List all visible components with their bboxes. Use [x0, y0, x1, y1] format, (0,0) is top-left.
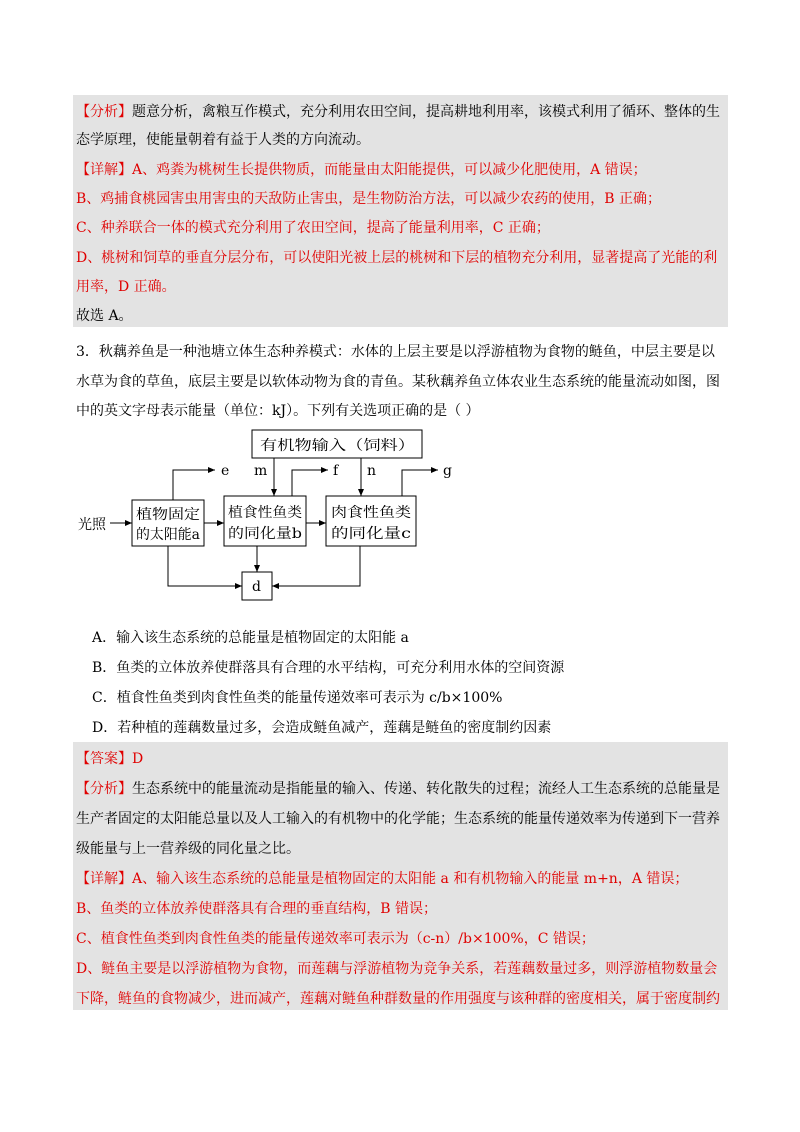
detail2-b: B、鱼类的立体放养使群落具有合理的垂直结构，B 错误；: [76, 901, 438, 917]
plant-to-d-arrow: [168, 546, 242, 586]
herb-label-2: 的同化量b: [228, 526, 303, 542]
answer-tag: 【答案】: [76, 751, 132, 767]
question-line-2: 水草为食的草鱼，底层主要是以软体动物为食的青鱼。某秋藕养鱼立体农业生态系统的能量流动如图，图: [76, 374, 720, 390]
analysis2-line-2: 生产者固定的太阳能总量以及人工输入的有机物中的化学能；生态系统的能量传递效率为传递到下一营养: [76, 811, 720, 827]
detail-tag: 【详解】: [76, 162, 132, 178]
option-a: A．输入该生态系统的总能量是植物固定的太阳能 a: [92, 630, 409, 646]
detail2-a: A、输入该生态系统的总能量是植物固定的太阳能 a 和有机物输入的能量 m+n，A 错误；: [132, 871, 689, 887]
conclusion: 故选 A。: [76, 308, 133, 324]
option-d: D．若种植的莲藕数量过多，会造成鲢鱼减产，莲藕是鲢鱼的密度制约因素: [92, 720, 552, 736]
detail2-line-1: [76, 869, 688, 889]
detail-c: C、种养联合一体的模式充分利用了农田空间，提高了能量利用率，C 正确；: [76, 220, 550, 236]
plant-to-e-arrow: [173, 470, 215, 500]
analysis-tag: 【分析】: [76, 104, 132, 120]
question-line-3: 中的英文字母表示能量（单位：kJ）。下列有关选项正确的是（ ）: [76, 403, 480, 419]
analysis2-text: 生态系统中的能量流动是指能量的输入、传递、转化散失的过程；流经人工生态系统的总能量是: [132, 781, 720, 797]
detail-a: A、鸡粪为桃树生长提供物质，而能量由太阳能提供，可以减少化肥使用，A 错误；: [132, 162, 647, 178]
question-line-1: 3．秋藕养鱼是一种池塘立体生态种养模式：水体的上层主要是以浮游植物为食物的鲢鱼，中层主要是以: [76, 344, 715, 360]
detail-b: B、鸡捕食桃园害虫用害虫的天敌防止害虫，是生物防治方法，可以减少农药的使用，B 正确；: [76, 191, 662, 207]
detail2-d-line-1: D、鲢鱼主要是以浮游植物为食物，而莲藕与浮游植物为竞争关系，若莲藕数量过多，则浮游植物数量会: [76, 961, 718, 977]
herb-label-1: 植食性鱼类: [228, 505, 298, 521]
carn-to-d-arrow: [272, 546, 360, 586]
detail-d-line-2: 用率，D 正确。: [76, 279, 176, 295]
energy-flow-diagram: [70, 428, 490, 608]
carn-label-2: 的同化量c: [331, 526, 412, 542]
d-label: d: [252, 579, 261, 595]
analysis-line-2: 态学原理，使能量朝着有益于人类的方向流动。: [76, 132, 370, 148]
detail-d-line-1: D、桃树和饲草的垂直分层分布，可以使阳光被上层的桃树和下层的植物充分利用，显著提高了光能的利: [76, 250, 718, 266]
detail2-d-line-2: 下降，鲢鱼的食物减少，进而减产，莲藕对鲢鱼种群数量的作用强度与该种群的密度相关，属于密度制约: [76, 991, 720, 1007]
option-c: C．植食性鱼类到肉食性鱼类的能量传递效率可表示为 c/b×100%: [92, 690, 503, 706]
input-label: 有机物输入（饲料）: [260, 438, 386, 454]
n-label: n: [367, 463, 377, 479]
plant-label-2: 的太阳能a: [136, 527, 201, 543]
g-label: g: [443, 463, 452, 479]
analysis-text: 题意分析，禽粮互作模式，充分利用农田空间，提高耕地利用率，该模式利用了循环、整体的生: [132, 104, 720, 120]
light-label: 光照: [78, 517, 106, 533]
answer-value: D: [132, 751, 144, 767]
analysis2-line-1: [76, 779, 720, 799]
carn-to-g-arrow: [402, 470, 438, 496]
detail2-tag: 【详解】: [76, 871, 132, 887]
herb-to-f-arrow: [292, 470, 328, 496]
e-label: e: [221, 463, 230, 479]
carn-label-1: 肉食性鱼类: [331, 505, 401, 521]
detail2-c: C、植食性鱼类到肉食性鱼类的能量传递效率可表示为（c-n）/b×100%，C 错误；: [76, 931, 595, 947]
f-label: f: [333, 463, 339, 479]
analysis-line-1: [76, 102, 720, 122]
analysis2-tag: 【分析】: [76, 781, 132, 797]
answer-line: [76, 749, 143, 769]
m-label: m: [254, 463, 268, 479]
analysis2-line-3: 级能量与上一营养级的同化量之比。: [76, 841, 300, 857]
plant-label-1: 植物固定: [136, 507, 192, 523]
detail-line-1: [76, 160, 647, 180]
option-b: B．鱼类的立体放养使群落具有合理的水平结构，可充分利用水体的空间资源: [92, 660, 565, 676]
